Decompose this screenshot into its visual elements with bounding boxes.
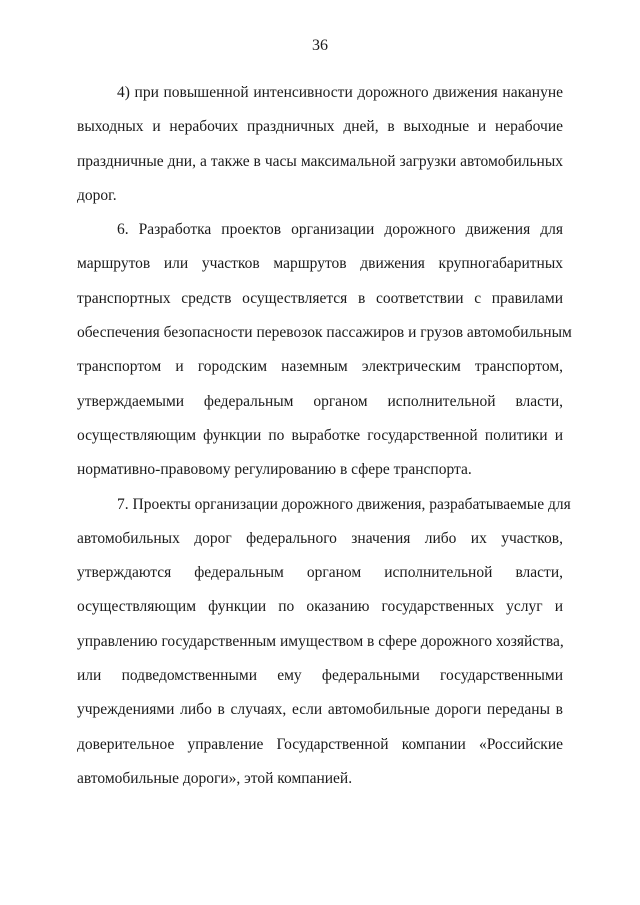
text-line: маршрутов или участков маршрутов движения крупногабаритных [77,255,563,273]
text-line: праздничные дни, а также в часы максимальной загрузки автомобильных [77,152,563,170]
text-line: утверждаемыми федеральным органом исполнительной власти, [77,392,563,410]
paragraph-6 [77,213,572,487]
text-line: дорог. [77,186,117,204]
page-number: 36 [312,37,328,54]
text-line: осуществляющим функции по выработке государственной политики и [77,426,563,444]
text-line: нормативно-правовому регулированию в сфере транспорта. [77,461,472,479]
document-body [77,76,572,796]
text-line: утверждаются федеральным органом исполнительной власти, [77,564,563,582]
text-line: 7. Проекты организации дорожного движения, разрабатываемые для [117,495,571,513]
text-line: доверительное управление Государственной компании «Российские [77,735,563,753]
text-line: 4) при повышенной интенсивности дорожного движения накануне [117,84,563,101]
text-line: автомобильные дороги», этой компанией. [77,769,353,787]
text-line: автомобильных дорог федерального значения либо их участков, [77,529,563,547]
text-line: учреждениями либо в случаях, если автомобильные дороги переданы в [77,701,563,719]
text-line: обеспечения безопасности перевозок пассажиров и грузов автомобильным [77,324,572,342]
paragraph-7 [77,488,571,797]
text-line: выходных и нерабочих праздничных дней, в выходные и нерабочие [77,118,563,136]
text-line: или подведомственными ему федеральными государственными [77,667,563,685]
paragraph-item-4 [77,76,563,213]
text-line: транспортных средств осуществляется в соответствии с правилами [77,289,563,307]
text-line: управлению государственным имуществом в сфере дорожного хозяйства, [77,632,564,650]
text-line: транспортом и городским наземным электрическим транспортом, [77,358,563,376]
text-line: 6. Разработка проектов организации дорожного движения для [117,221,563,239]
text-line: осуществляющим функции по оказанию государственных услуг и [77,598,563,616]
